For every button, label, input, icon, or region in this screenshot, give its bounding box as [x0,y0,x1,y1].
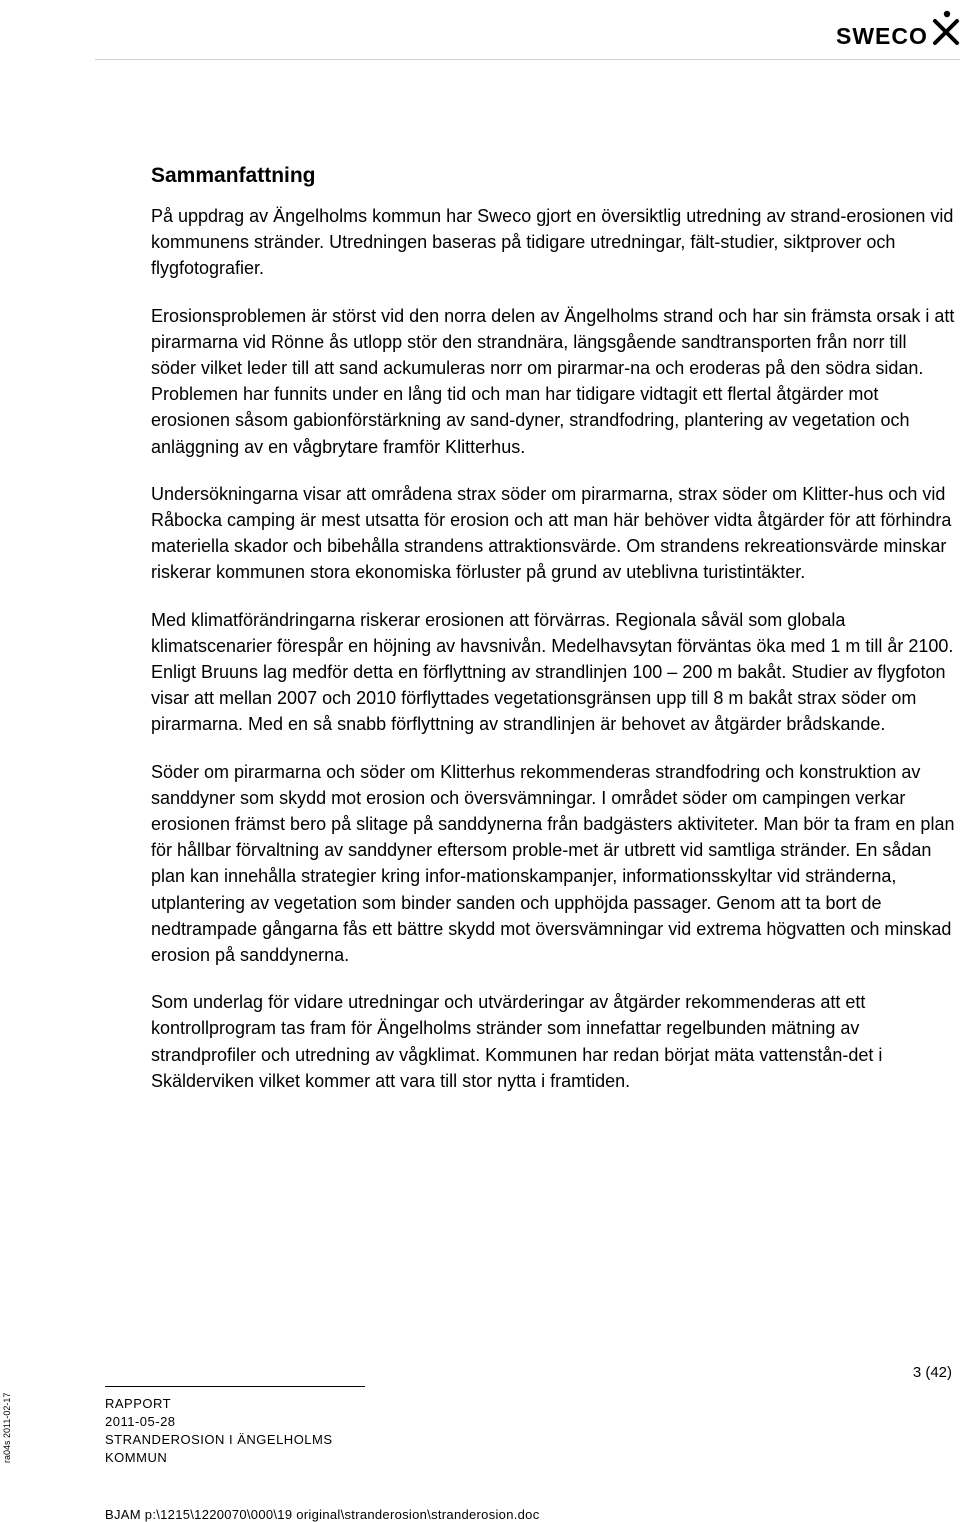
sweco-logo [836,8,960,48]
footer-title-line-2: KOMMUN [105,1450,168,1465]
logo-text: SWECO [836,23,928,49]
footer-title-line-1: STRANDEROSION I ÄNGELHOLMS [105,1432,333,1447]
paragraph: Söder om pirarmarna och söder om Klitterhus rekommenderas strandfodring och konstruktion av sanddyner som skydd mot erosion och översvämningar. I området söder om campingen verkar erosionen främst bero på slitage på sanddynerna från badgästers aktiviteter. Man bör ta fram en plan för hållbar förvaltning av sanddyner eftersom proble-met är utbrett vid samtliga stränder. En sådan plan kan innehålla strategier kring infor-mationskampanjer, informationsskyltar vid stränderna, utplantering av vegetation som binder sanden och upphöjda passager. Genom att ta bort de nedtrampade gångarna fås ett bättre skydd mot översvämningar vid extrema högvatten och minskad erosion på sanddynerna. [151,761,955,966]
summary-section [151,163,956,1115]
page-number: 3 (42) [912,1364,952,1381]
template-version-label: ra04s 2011-02-17 [2,1392,12,1463]
footer-file-path: BJAM p:\1215\1220070\000\19 original\stranderosion\stranderosion.doc [105,1507,540,1522]
paragraph: Erosionsproblemen är störst vid den norra delen av Ängelholms strand och har sin främsta orsak i att pirarmarna vid Rönne ås utlopp stör den strandnära, längsgående sandtransporten från norr till söder vilket leder till att sand ackumuleras norr om pirarmar-na och eroderas på den södra sidan. Problemen har funnits under en lång tid och man har tidigare vidtagit ett flertal åtgärder mot erosionen såsom gabionförstärkning av sand-dyner, strandfodring, plantering av vegetation och anläggning av en vågbrytare framför Klitterhus. [151,305,955,457]
footer-document-info [105,1386,365,1467]
header-divider [95,59,960,60]
section-title: Sammanfattning [151,164,316,187]
paragraph: På uppdrag av Ängelholms kommun har Sweco gjort en översiktlig utredning av strand-erosionen vid kommunens stränder. Utredningen baseras på tidigare utredningar, fält-studier, siktprover och flygfotografier. [151,206,954,279]
paragraph: Med klimatförändringarna riskerar erosionen att förvärras. Regionala såväl som globala klimatscenarier förespår en höjning av havsnivån. Medelhavsytan förväntas öka med 1 m till år 2100. Enligt Bruuns lag medför detta en förflyttning av strandlinjen 100 – 200 m bakåt. Studier av flygfoton visar att mellan 2007 och 2010 förflyttades vegetationsgränsen upp till 8 m bakåt strax söder om pirarmarna. Med en så snabb förflyttning av strandlinjen är behovet av åtgärder brådskande. [151,609,954,735]
footer-doc-type: RAPPORT [105,1396,172,1411]
footer-date: 2011-05-28 [105,1414,176,1429]
paragraph: Undersökningarna visar att områdena strax söder om pirarmarna, strax söder om Klitter-hus och vid Råbocka camping är mest utsatta för erosion och att man här behöver vidta åtgärder för att förhindra materiella skador och bibehålla strandens attraktionsvärde. Om strandens rekreationsvärde minskar riskerar kommunen stora ekonomiska förluster på grund av uteblivna turistintäkter. [151,483,952,583]
sweco-mark-icon [930,8,960,48]
paragraph: Som underlag för vidare utredningar och utvärderingar av åtgärder rekommenderas att ett kontrollprogram tas fram för Ängelholms stränder som innefattar regelbunden mätning av strandprofiler och utredning av vågklimat. Kommunen har redan börjat mäta vattenstån-det i Skälderviken vilket kommer att vara till stor nytta i framtiden. [151,992,883,1091]
